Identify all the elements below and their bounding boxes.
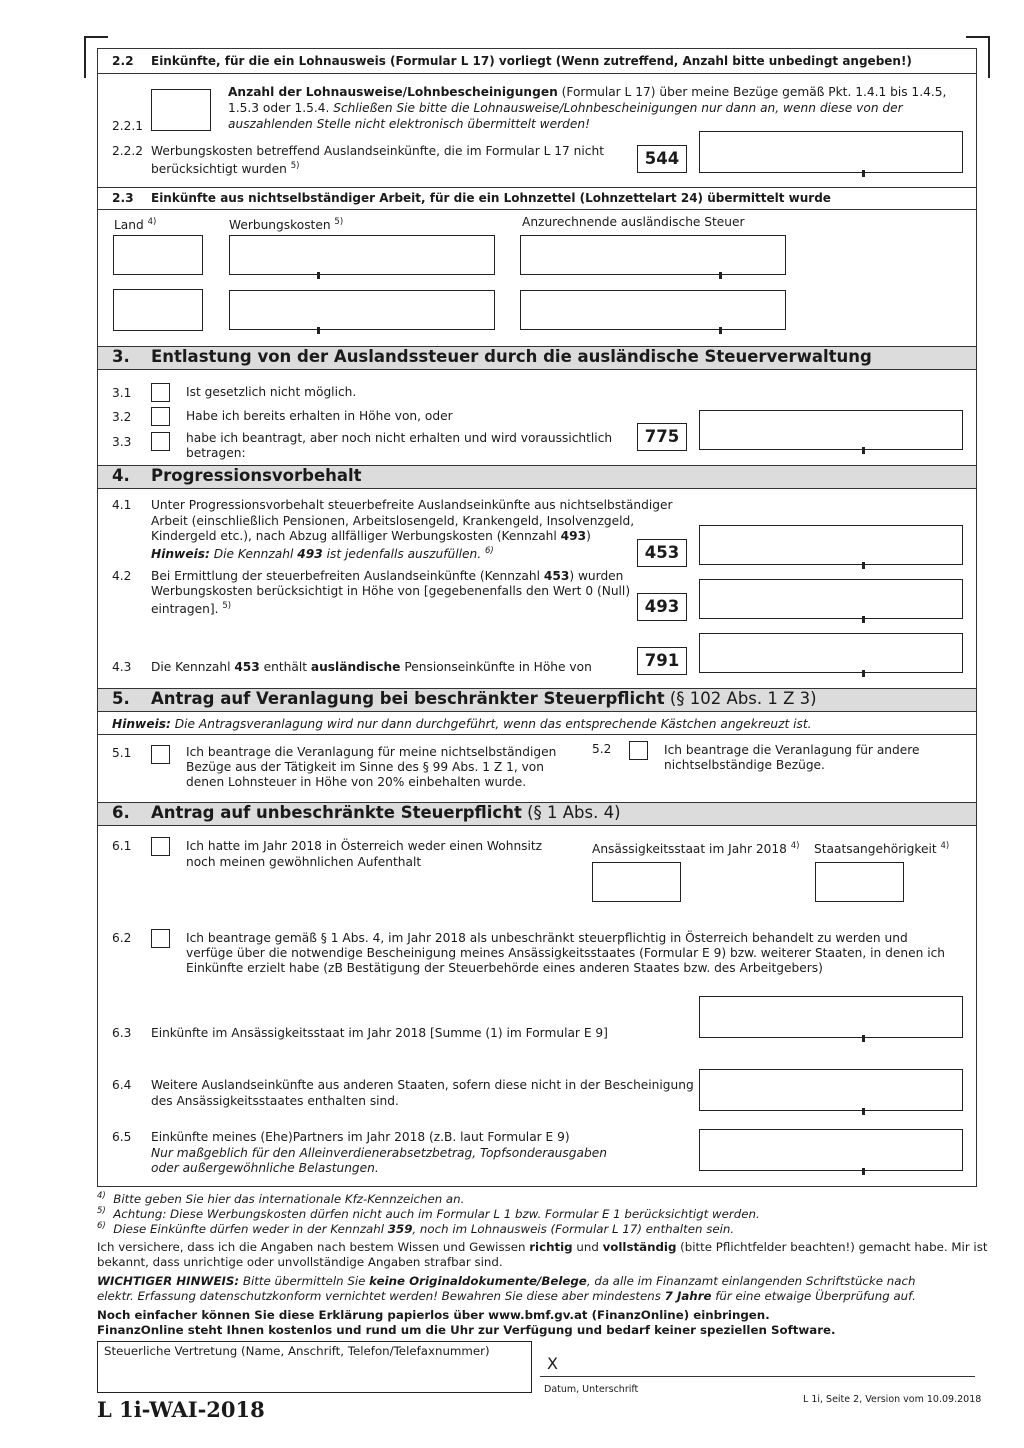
item-4-1-label-1: Unter Progressionsvorbehalt steuerbefreite Auslandseinkünfte aus nichtselbständiger: [151, 498, 673, 512]
form-id: L 1i-WAI-2018: [97, 1397, 265, 1422]
kennzahl-775: 775: [637, 423, 687, 451]
staatsangehoerigkeit-field[interactable]: [815, 862, 904, 902]
item-5-1-label-3: denen Lohnsteuer in Höhe von 20% einbehalten wurde.: [186, 775, 527, 789]
item-3-1-number: 3.1: [112, 386, 132, 400]
important-notice-1: WICHTIGER HINWEIS: Bitte übermitteln Sie keine Originaldokumente/Belege, da alle im Finanzamt einlangenden Schriftstücke nach: [97, 1274, 916, 1288]
item-2-2-1-note-2: auszahlenden Stelle nicht elektronisch übermittelt werden!: [228, 117, 591, 131]
kennzahl-791: 791: [637, 647, 687, 675]
item-6-5-label-1: Einkünfte meines (Ehe)Partners im Jahr 2018 (z.B. laut Formular E 9): [151, 1130, 570, 1144]
auslaendische-steuer-field-1[interactable]: [520, 235, 786, 275]
item-2-2-2-label: Werbungskosten betreffend Auslandseinkünfte, die im Formular L 17 nicht: [151, 144, 604, 158]
section-3-number: 3.: [112, 347, 130, 366]
section-6-number: 6.: [112, 803, 130, 822]
land-field-2[interactable]: [113, 289, 203, 331]
item-6-2-label-1: Ich beantrage gemäß § 1 Abs. 4, im Jahr 2018 als unbeschränkt steuerpflichtig in Österreich behandelt zu werden und: [186, 931, 908, 945]
item-2-2-2-label-2: berücksichtigt wurden $^{5)}$: [151, 161, 300, 177]
auslaendische-steuer-field-2[interactable]: [520, 290, 786, 330]
item-4-2-label-1: Bei Ermittlung der steuerbefreiten Auslandseinkünfte (Kennzahl 453) wurden: [151, 569, 624, 583]
item-4-3-label: Die Kennzahl 453 enthält ausländische Pensionseinkünfte in Höhe von: [151, 660, 592, 674]
column-land: Land $^{4)}$: [114, 217, 157, 233]
checkbox-6-2[interactable]: [151, 929, 170, 948]
item-4-3-number: 4.3: [112, 660, 132, 674]
einkuenfte-ansaessigkeitsstaat-field[interactable]: [699, 996, 963, 1038]
kennzahl-493: 493: [637, 593, 687, 621]
item-4-1-number: 4.1: [112, 498, 132, 512]
item-5-1-number: 5.1: [112, 746, 132, 760]
item-6-5-label-2: Nur maßgeblich für den Alleinverdienerabsetzbetrag, Topfsonderausgaben: [151, 1146, 607, 1160]
footnote-5: $^{5)}$ Achtung: Diese Werbungskosten dürfen nicht auch im Formular L 1 bzw. Formular E 1 berücksichtigt werden.: [97, 1206, 760, 1221]
werbungskosten-field-1[interactable]: [229, 235, 495, 275]
weitere-auslandseinkuenfte-field[interactable]: [699, 1069, 963, 1111]
section-3-title: Entlastung von der Auslandssteuer durch die ausländische Steuerverwaltung: [151, 347, 872, 366]
declaration-line-2: bekannt, dass unrichtige oder unvollständige Angaben strafbar sind.: [97, 1255, 503, 1269]
item-4-2-label-3: eintragen]. $^{5)}$: [151, 601, 232, 617]
checkbox-5-1[interactable]: [151, 745, 170, 764]
column-auslaendische-steuer: Anzurechnende ausländische Steuer: [522, 215, 745, 229]
item-6-1-number: 6.1: [112, 839, 132, 853]
section-2-3-title: Einkünfte aus nichtselbständiger Arbeit, für die ein Lohnzettel (Lohnzettelart 24) übermittelt wurde: [151, 191, 831, 205]
kennzahl-791-amount-field[interactable]: [699, 633, 963, 673]
section-4-title: Progressionsvorbehalt: [151, 466, 362, 485]
item-6-1-label-2: noch meinen gewöhnlichen Aufenthalt: [186, 855, 422, 869]
checkbox-5-2[interactable]: [629, 741, 648, 760]
item-6-5-number: 6.5: [112, 1130, 132, 1144]
item-3-2-label: Habe ich bereits erhalten in Höhe von, oder: [186, 409, 453, 423]
item-6-4-label-1: Weitere Auslandseinkünfte aus anderen Staaten, sofern diese nicht in der Bescheinigung: [151, 1078, 694, 1092]
datum-unterschrift-label: Datum, Unterschrift: [544, 1384, 639, 1395]
item-6-3-label: Einkünfte im Ansässigkeitsstaat im Jahr 2018 [Summe (1) im Formular E 9]: [151, 1026, 608, 1040]
checkbox-3-1[interactable]: [151, 383, 170, 402]
werbungskosten-field-2[interactable]: [229, 290, 495, 330]
item-6-2-label-3: Einkünfte erzielt habe (zB Bestätigung der Steuerbehörde eines anderen Staates bzw. des Arbeitgebers): [186, 961, 823, 975]
section-2-3-number: 2.3: [112, 191, 134, 205]
item-6-5-label-3: oder außergewöhnliche Belastungen.: [151, 1161, 379, 1175]
form-page: [97, 48, 977, 1187]
column-werbungskosten: Werbungskosten $^{5)}$: [229, 217, 344, 233]
kennzahl-493-amount-field[interactable]: [699, 579, 963, 619]
ansaessigkeitsstaat-label: Ansässigkeitsstaat im Jahr 2018 $^{4)}$: [592, 841, 800, 857]
item-6-1-label-1: Ich hatte im Jahr 2018 in Österreich weder einen Wohnsitz: [186, 839, 543, 853]
section-5-number: 5.: [112, 689, 130, 708]
item-6-2-label-2: verfüge über die notwendige Bescheinigung meines Ansässigkeitsstaates (Formular E 9) bzw. weiterer Staaten, in denen ich: [186, 946, 946, 960]
item-5-2-label-2: nichtselbständige Bezüge.: [664, 758, 825, 772]
item-5-2-label-1: Ich beantrage die Veranlagung für andere: [664, 743, 920, 757]
checkbox-6-1[interactable]: [151, 837, 170, 856]
kennzahl-453-amount-field[interactable]: [699, 525, 963, 565]
checkbox-3-2[interactable]: [151, 407, 170, 426]
section-5-title: Antrag auf Veranlagung bei beschränkter Steuerpflicht (§ 102 Abs. 1 Z 3): [151, 689, 817, 708]
item-4-1-label-3: Kindergeld etc.), nach Abzug allfälliger Werbungskosten (Kennzahl 493): [151, 529, 591, 543]
staatsangehoerigkeit-label: Staatsangehörigkeit $^{4)}$: [814, 841, 950, 857]
section-2-2-number: 2.2: [112, 54, 134, 68]
item-2-2-1-note: 1.5.3 oder 1.5.4. Schließen Sie bitte die Lohnausweise/Lohnbescheinigungen nur dann an, wenn diese von der: [228, 101, 903, 115]
item-2-2-2-number: 2.2.2: [112, 144, 144, 158]
item-6-4-number: 6.4: [112, 1078, 132, 1092]
item-5-2-number: 5.2: [592, 742, 612, 756]
item-3-2-number: 3.2: [112, 410, 132, 424]
version-info: L 1i, Seite 2, Version vom 10.09.2018: [803, 1394, 982, 1405]
item-3-3-label-2: betragen:: [186, 446, 246, 460]
item-5-1-label-1: Ich beantrage die Veranlagung für meine nichtselbständigen: [186, 745, 557, 759]
item-4-1-label-2: Arbeit (einschließlich Pensionen, Arbeitslosengeld, Krankengeld, Insolvenzgeld,: [151, 514, 635, 528]
item-3-1-label: Ist gesetzlich nicht möglich.: [186, 385, 357, 399]
section-2-2-title: Einkünfte, für die ein Lohnausweis (Formular L 17) vorliegt (Wenn zutreffend, Anzahl bitte unbedingt angeben!): [151, 54, 912, 68]
kennzahl-453: 453: [637, 539, 687, 567]
item-6-2-number: 6.2: [112, 931, 132, 945]
finanzonline-note-1: Noch einfacher können Sie diese Erklärung papierlos über www.bmf.gv.at (FinanzOnline) einbringen.: [97, 1308, 770, 1322]
item-5-1-label-2: Bezüge aus der Tätigkeit im Sinne des § 99 Abs. 1 Z 1, von: [186, 760, 544, 774]
footnote-6: $^{6)}$ Diese Einkünfte dürfen weder in der Kennzahl 359, noch im Lohnausweis (Formular L 17) enthalten sein.: [97, 1221, 735, 1236]
item-2-2-1-label: Anzahl der Lohnausweise/Lohnbescheinigungen (Formular L 17) über meine Bezüge gemäß Pkt. 1.4.1 bis 1.4.5,: [228, 85, 947, 99]
item-6-4-label-2: des Ansässigkeitsstaates enthalten sind.: [151, 1094, 399, 1108]
finanzonline-note-2: FinanzOnline steht Ihnen kostenlos und rund um die Uhr zur Verfügung und bedarf keiner speziellen Software.: [97, 1323, 836, 1337]
ansaessigkeitsstaat-field[interactable]: [592, 862, 681, 902]
kennzahl-544: 544: [637, 145, 687, 173]
footnote-4: $^{4)}$ Bitte geben Sie hier das internationale Kfz-Kennzeichen an.: [97, 1191, 465, 1206]
item-6-3-number: 6.3: [112, 1026, 132, 1040]
item-4-2-label-2: Werbungskosten berücksichtigt in Höhe von [gegebenenfalls den Wert 0 (Null): [151, 584, 631, 598]
signature-x-mark: X: [547, 1354, 558, 1373]
declaration-line-1: Ich versichere, dass ich die Angaben nach bestem Wissen und Gewissen richtig und vollständig (bitte Pflichtfelder beachten!) gemacht habe. Mir ist: [97, 1240, 988, 1254]
section-5-hint: Hinweis: Die Antragsveranlagung wird nur dann durchgeführt, wenn das entsprechende Kästchen angekreuzt ist.: [112, 717, 812, 731]
einkuenfte-partner-field[interactable]: [699, 1129, 963, 1171]
item-4-2-number: 4.2: [112, 569, 132, 583]
important-notice-2: elektr. Erfassung datenschutzkonform vernichtet werden! Bewahren Sie diese aber mindestens 7 Jahre für eine etwaige Überprüfung auf.: [97, 1289, 916, 1303]
checkbox-3-3[interactable]: [151, 432, 170, 451]
item-4-1-hint: Hinweis: Die Kennzahl 493 ist jedenfalls auszufüllen. $^{6)}$: [151, 546, 494, 562]
item-3-3-number: 3.3: [112, 435, 132, 449]
item-2-2-1-number: 2.2.1: [112, 119, 144, 133]
land-field-1[interactable]: [113, 235, 203, 275]
item-3-3-label: habe ich beantragt, aber noch nicht erhalten und wird voraussichtlich: [186, 431, 613, 445]
kennzahl-544-amount-field[interactable]: [699, 131, 963, 173]
steuerliche-vertretung-label: Steuerliche Vertretung (Name, Anschrift, Telefon/Telefaxnummer): [104, 1344, 490, 1358]
kennzahl-775-amount-field[interactable]: [699, 410, 963, 450]
signature-line[interactable]: [540, 1376, 975, 1377]
section-6-title: Antrag auf unbeschränkte Steuerpflicht (§ 1 Abs. 4): [151, 803, 621, 822]
lohnausweise-count-field[interactable]: [151, 89, 211, 131]
section-4-number: 4.: [112, 466, 130, 485]
